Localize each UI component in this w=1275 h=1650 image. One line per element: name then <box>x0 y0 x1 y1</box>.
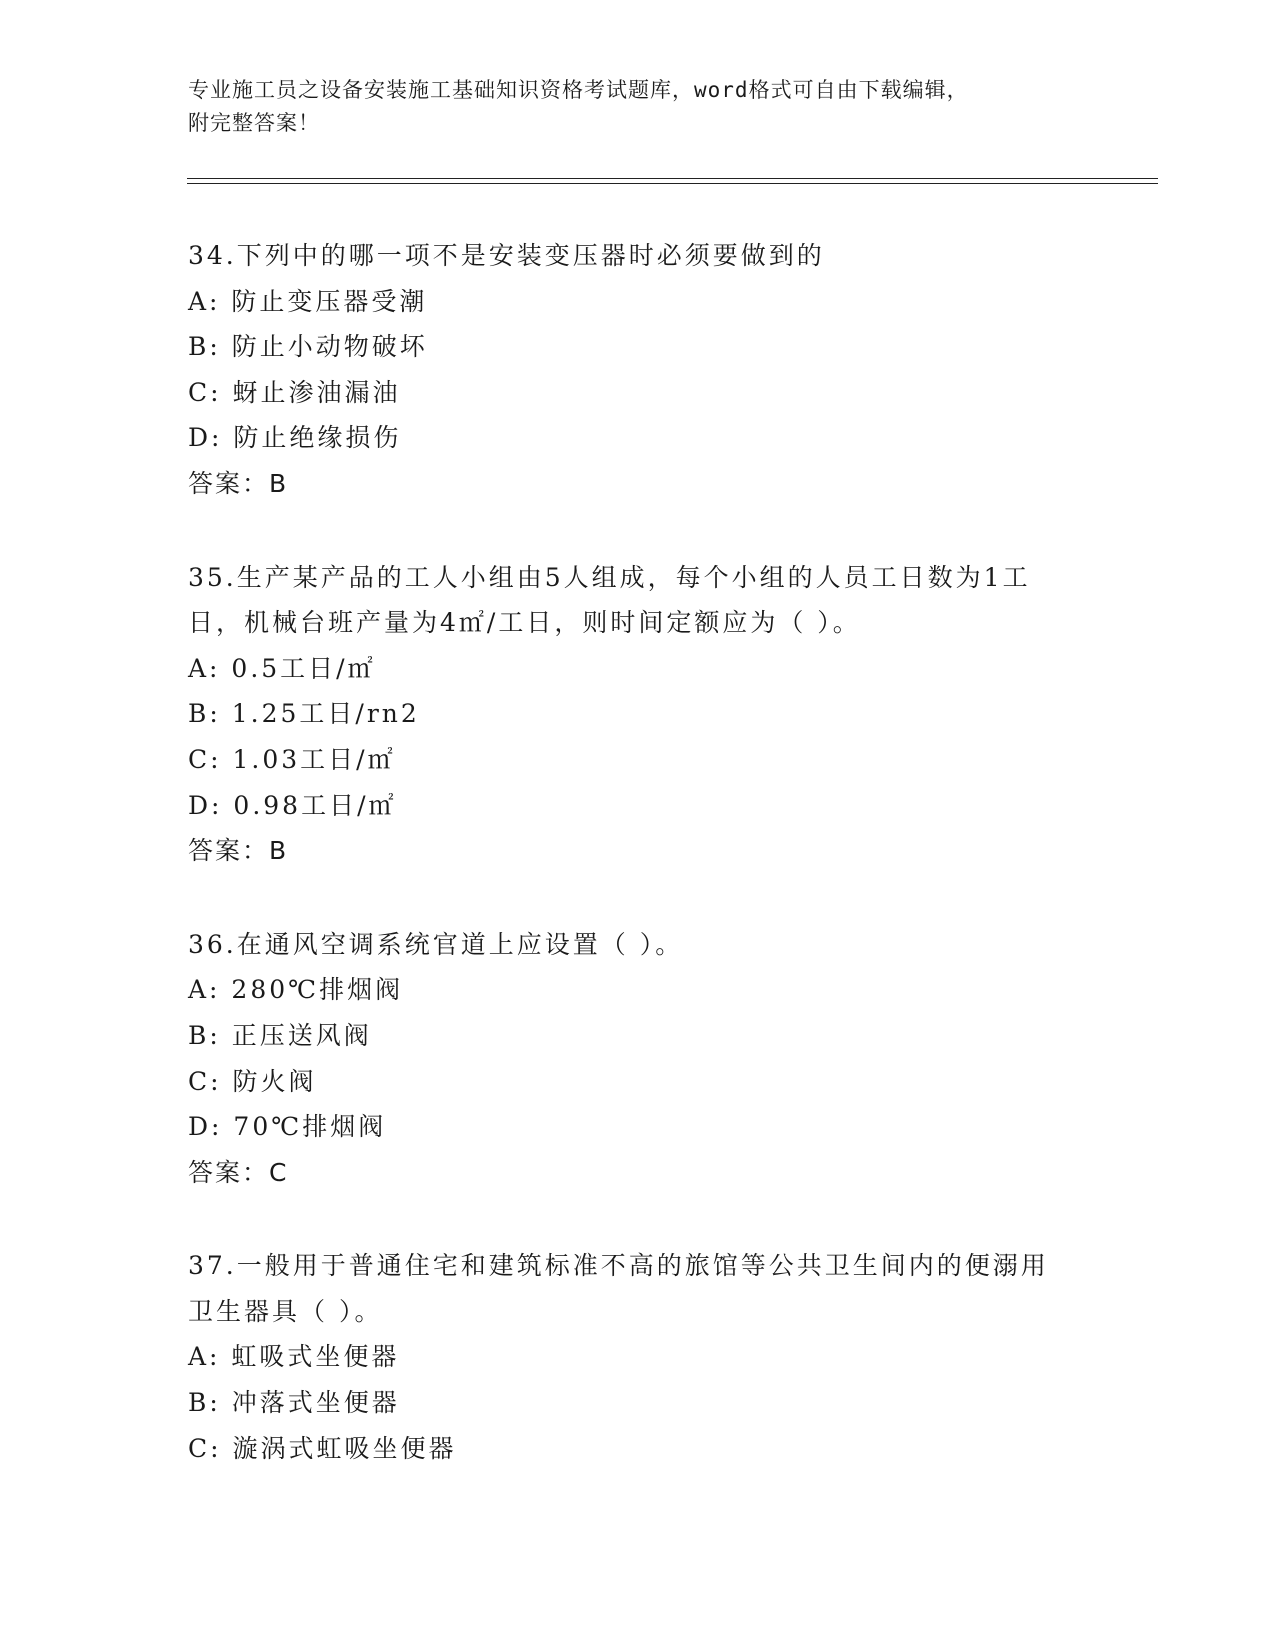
answer: 答案：C <box>188 1157 289 1187</box>
option-b: B: 1.25工日/rn2 <box>188 699 420 729</box>
option-a: A: 280℃排烟阀 <box>188 975 404 1005</box>
option-a: A: 0.5工日/㎡ <box>188 653 376 683</box>
question-text: 36.在通风空调系统官道上应设置（ ）。 <box>188 929 684 959</box>
header-line: 专业施工员之设备安装施工基础知识资格考试题库，word格式可自由下载编辑， <box>188 78 969 102</box>
page-header <box>188 74 1068 140</box>
answer: 答案：B <box>188 468 289 498</box>
header-line: 附完整答案！ <box>188 111 320 135</box>
option-d: D: 0.98工日/㎡ <box>188 790 397 820</box>
question-37 <box>188 1243 1108 1471</box>
option-b: B: 冲落式坐便器 <box>188 1388 400 1418</box>
question-text: 34.下列中的哪一项不是安装变压器时必须要做到的 <box>188 241 825 270</box>
answer: 答案：B <box>188 836 289 866</box>
question-text: 卫生器具（ ）。 <box>188 1296 383 1326</box>
option-a: A: 虹吸式坐便器 <box>188 1342 400 1372</box>
question-text: 37.一般用于普通住宅和建筑标准不高的旅馆等公共卫生间内的便溺用 <box>188 1251 1049 1281</box>
header-divider <box>187 178 1158 184</box>
option-d: D: 防止绝缘损伤 <box>188 423 402 453</box>
question-36 <box>188 922 1108 1196</box>
question-list <box>188 233 1108 1519</box>
option-c: C: 防火阀 <box>188 1066 317 1096</box>
option-c: C: 蚜止渗油漏油 <box>188 377 401 407</box>
question-35 <box>188 555 1108 874</box>
option-b: B: 防止小动物破坏 <box>188 332 428 362</box>
question-34 <box>188 233 1108 507</box>
option-d: D: 70℃排烟阀 <box>188 1112 387 1142</box>
option-b: B: 正压送风阀 <box>188 1020 372 1050</box>
option-c: C: 漩涡式虹吸坐便器 <box>188 1433 457 1463</box>
question-text: 日，机械台班产量为4㎡/工日，则时间定额应为（ ）。 <box>188 608 861 638</box>
option-c: C: 1.03工日/㎡ <box>188 744 396 774</box>
question-text: 35.生产某产品的工人小组由5人组成，每个小组的人员工日数为1工 <box>188 562 1031 592</box>
option-a: A: 防止变压器受潮 <box>188 286 428 316</box>
